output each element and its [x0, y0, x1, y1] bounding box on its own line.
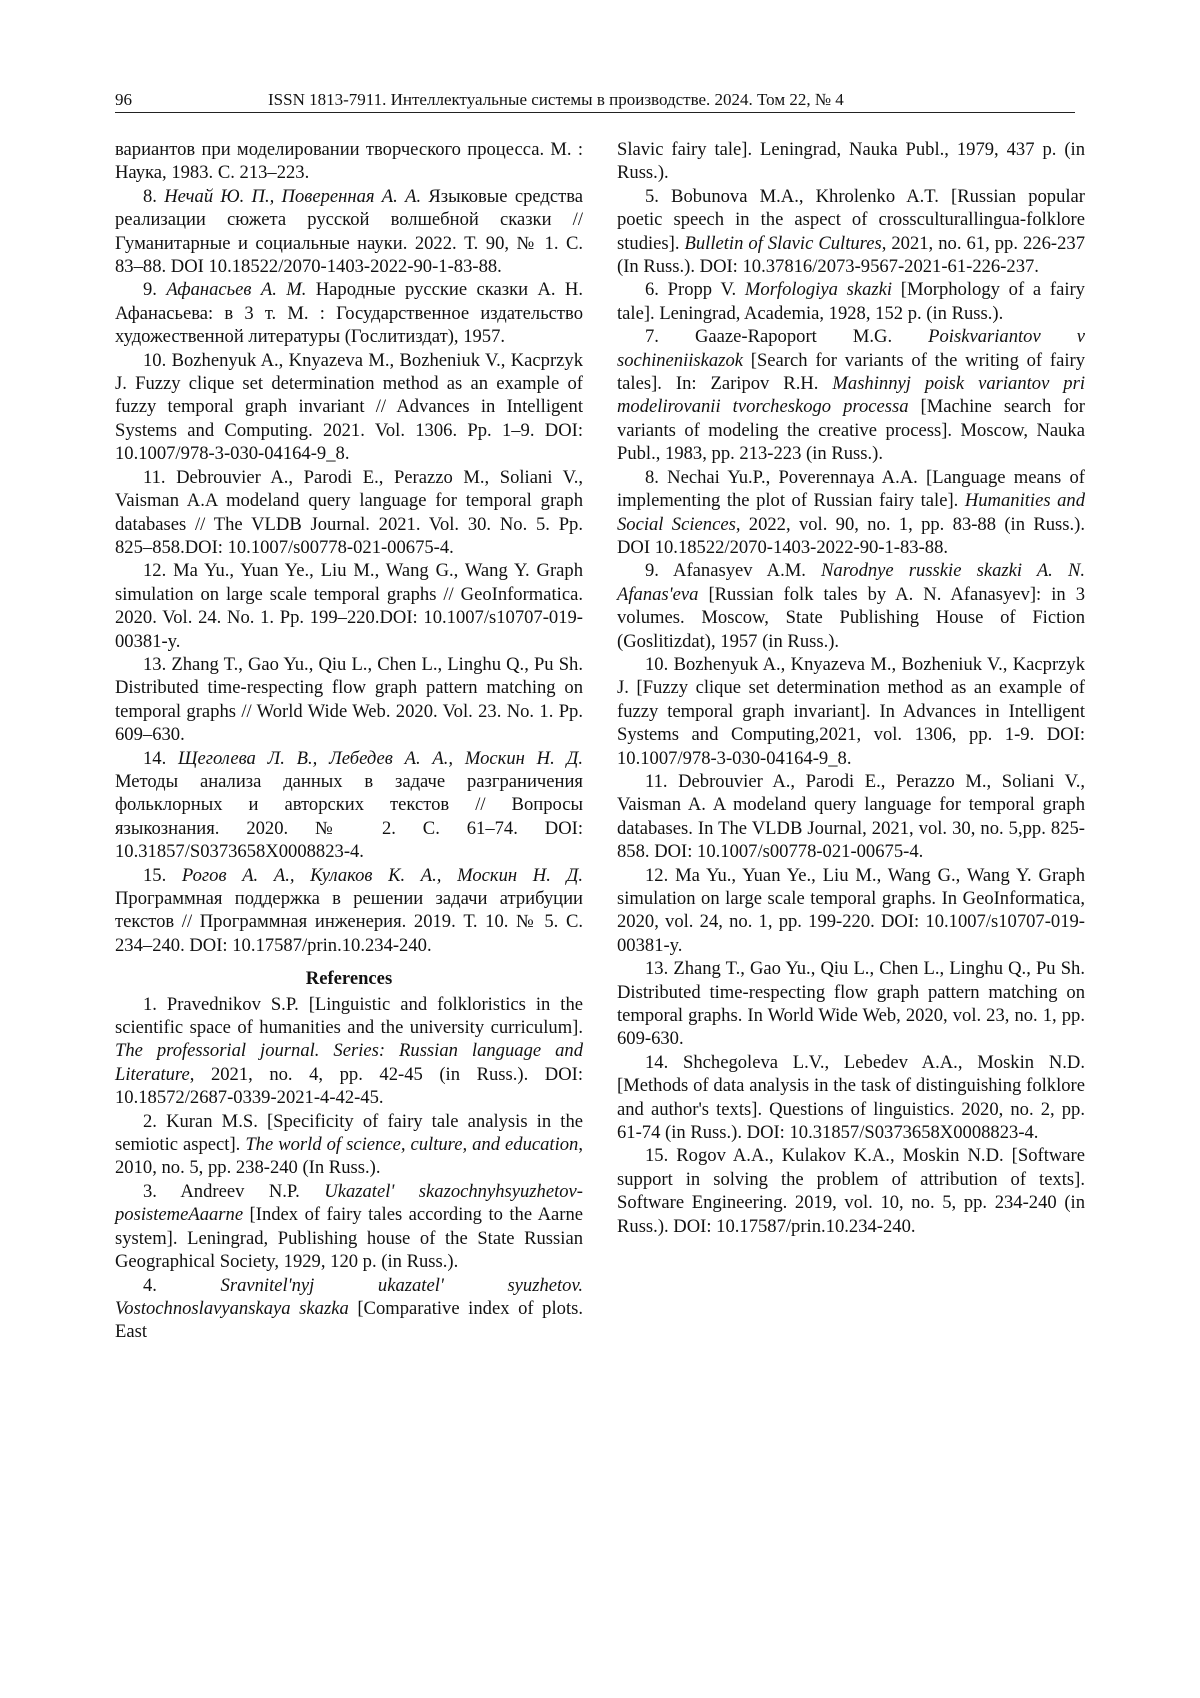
reference-source: The world of science, culture, and education: [245, 1134, 579, 1156]
reference-source: Ukazatel' skazochnyhsyuzhetov-posistemeAaarne: [115, 1180, 583, 1226]
english-reference-item: 12. Ma Yu., Yuan Ye., Liu M., Wang G., Wang Y. Graph simulation on large scale temporal graphs. In GeoInformatica, 2020, vol. 24, no. 1, pp. 199-220. DOI: 10.1007/s10707-019-00381-y.: [617, 864, 1085, 956]
reference-text: [Index of fairy tales according to the Aarne system]. Leningrad, Publishing house of the State Russian Geographical Society, 1929, 120 p. (in Russ.).: [115, 1204, 583, 1273]
reference-text: , 2022, vol. 90, no. 1, pp. 83-88 (in Russ.). DOI 10.18522/2070-1403-2022-90-1-83-88.: [617, 513, 1085, 558]
reference-text: [Search for variants of the writing of fairy tales]. In: Zaripov R.H.: [617, 349, 1085, 395]
reference-authors: Щеголева Л. В., Лебедев А. А., Москин Н. Д.: [178, 747, 584, 769]
reference-item: 10. Bozhenyuk A., Knyazeva M., Bozheniuk V., Kacprzyk J. Fuzzy clique set determination method as an example of fuzzy temporal graph invariant // Advances in Intelligent Systems and Computing. 2021. Vol. 1306. Pp. 1–9. DOI: 10.1007/978-3-030-04164-9_8.: [115, 349, 583, 465]
reference-source: Narodnye russkie skazki A. N. Afanas'eva: [617, 560, 1085, 605]
page-number: 96: [115, 90, 132, 109]
reference-number: 8.: [143, 185, 165, 207]
left-column: [115, 138, 583, 1344]
reference-item: 11. Debrouvier A., Parodi E., Perazzo M., Soliani V., Vaisman A.A modeland query language for temporal graph databases // The VLDB Journal. 2021. Vol. 30. No. 5. Pp. 825–858.DOI: 10.1007/s00778-021-00675-4.: [115, 466, 583, 558]
reference-item: 12. Ma Yu., Yuan Ye., Liu M., Wang G., Wang Y. Graph simulation on large scale temporal graphs // GeoInformatica. 2020. Vol. 24. No. 1. Pp. 199–220.DOI: 10.1007/s10707-019-00381-y.: [115, 560, 583, 652]
english-reference-item: [617, 278, 1085, 325]
reference-text: [Russian folk tales by A. N. Afanasyev]: in 3 volumes. Moscow, State Publishing House of Fiction (Goslitizdat), 1957 (in Russ.).: [617, 583, 1085, 652]
reference-text: Народные русские сказки А. Н. Афанасьева: в 3 т. М. : Государственное издательство художественной литературы (Гослитиздат), 1957.: [115, 279, 584, 348]
right-column: [617, 138, 1085, 1238]
reference-text: 7. Gaaze-Rapoport M.G.: [645, 326, 929, 348]
reference-number: 15.: [143, 864, 182, 886]
reference-text: 9. Afanasyev A.M.: [645, 560, 822, 582]
english-reference-item: 15. Rogov A.A., Kulakov K.A., Moskin N.D. [Software support in solving the problem of attribution of texts]. Software Engineering. 2019, vol. 10, no. 5, pp. 234-240 (in Russ.). DOI: 10.17587/prin.10.234-240.: [617, 1145, 1085, 1237]
english-reference-item: [617, 325, 1085, 465]
english-reference-item: 13. Zhang T., Gao Yu., Qiu L., Chen L., Linghu Q., Pu Sh. Distributed time-respecting flow graph pattern matching on temporal graphs. In World Wide Web, 2020, vol. 23, no. 1, pp. 609-630.: [617, 958, 1085, 1050]
reference-text: 6. Propp V.: [645, 279, 745, 301]
reference-number: 14.: [143, 747, 179, 769]
english-reference-item: [115, 1110, 583, 1180]
reference-authors: Рогов А. А., Кулаков К. А., Москин Н. Д.: [181, 864, 584, 886]
english-reference-item: [617, 559, 1085, 653]
reference-text: Методы анализа данных в задаче разграничения фольклорных и авторских текстов // Вопросы языкознания. 2020. № 2. С. 61–74. DOI: 10.31857/S0373658X0008823-4.: [115, 770, 583, 863]
reference-text: 2. Kuran M.S. [Specificity of fairy tale analysis in the semiotic aspect].: [115, 1110, 583, 1156]
english-reference-item: [617, 466, 1085, 560]
references-heading: References: [305, 968, 393, 990]
reference-continuation: Slavic fairy tale]. Leningrad, Nauka Publ., 1979, 437 p. (in Russ.).: [617, 139, 1085, 184]
reference-source: Bulletin of Slavic Cultures: [684, 232, 882, 254]
english-reference-item: 11. Debrouvier A., Parodi E., Perazzo M., Soliani V., Vaisman A. A modeland query language for temporal graph databases. In The VLDB Journal, 2021, vol. 30, no. 5,pp. 825-858. DOI: 10.1007/s00778-021-00675-4.: [617, 770, 1085, 863]
reference-text: , 2010, no. 5, pp. 238-240 (In Russ.).: [115, 1134, 584, 1179]
reference-number: 9.: [143, 279, 167, 301]
english-reference-item: 10. Bozhenyuk A., Knyazeva M., Bozheniuk V., Kacprzyk J. [Fuzzy clique set determination method as an example of fuzzy temporal graph invariant]. In Advances in Intelligent Systems and Computing,2021, vol. 1306, pp. 1-9. DOI: 10.1007/978-3-030-04164-9_8.: [617, 653, 1085, 769]
reference-text: , 2021, no. 4, pp. 42-45 (in Russ.). DOI: 10.18572/2687-0339-2021-4-42-45.: [115, 1063, 583, 1109]
reference-text: 8. Nechai Yu.P., Poverennaya A.A. [Language means of implementing the plot of Russian fairy tale].: [617, 466, 1085, 512]
english-reference-item: 14. Shchegoleva L.V., Lebedev A.A., Moskin N.D. [Methods of data analysis in the task of distinguishing folklore and author's texts]. Questions of linguistics. 2020, no. 2, pp. 61-74 (in Russ.). DOI: 10.31857/S0373658X0008823-4.: [617, 1051, 1085, 1144]
reference-source: Poiskvariantov v sochineniiskazok: [617, 326, 1085, 371]
reference-source: Mashinnyj poisk variantov pri modelirovanii tvorcheskogo processa: [617, 373, 1085, 418]
reference-source: The professorial journal. Series: Russian language and Literature: [115, 1040, 583, 1085]
reference-text: [Morphology of a fairy tale]. Leningrad, Academia, 1928, 152 p. (in Russ.).: [617, 279, 1085, 324]
reference-source: Humanities and Social Sciences: [617, 490, 1085, 535]
reference-item: [115, 185, 583, 279]
reference-text: 3. Andreev N.P.: [143, 1180, 325, 1202]
english-reference-item: [617, 185, 1085, 279]
reference-continuation: вариантов при моделировании творческого процесса. М. : Наука, 1983. С. 213–223.: [115, 139, 583, 184]
reference-text: 1. Pravednikov S.P. [Linguistic and folkloristics in the scientific space of humanities and the university curriculum].: [115, 993, 583, 1039]
reference-item: [115, 278, 583, 348]
reference-text: [Machine search for variants of modeling the creative process]. Moscow, Nauka Publ., 1983, pp. 213-223 (in Russ.).: [617, 396, 1085, 465]
reference-authors: Афанасьев А. М.: [166, 279, 307, 301]
reference-authors: Нечай Ю. П., Поверенная А. А.: [164, 185, 422, 207]
english-reference-item: [115, 1274, 583, 1344]
reference-item: [115, 864, 583, 958]
reference-text: 5. Bobunova M.A., Khrolenko A.T. [Russian popular poetic speech in the aspect of crossculturallingua-folklore studies].: [617, 185, 1085, 254]
reference-text: [Comparative index of plots. East: [115, 1297, 583, 1343]
reference-text: , 2021, no. 61, pp. 226-237 (In Russ.). DOI: 10.37816/2073-9567-2021-61-226-237.: [617, 232, 1085, 278]
reference-text: Программная поддержка в решении задачи атрибуции текстов // Программная инженерия. 2019. Т. 10. № 5. С. 234–240. DOI: 10.17587/prin.10.234-240.: [115, 888, 583, 956]
running-header: [115, 88, 1075, 113]
reference-text: 4.: [143, 1274, 221, 1296]
english-reference-item: [115, 1180, 583, 1274]
journal-title: ISSN 1813-7911. Интеллектуальные системы в производстве. 2024. Том 22, № 4: [268, 90, 844, 109]
reference-item: 13. Zhang T., Gao Yu., Qiu L., Chen L., Linghu Q., Pu Sh. Distributed time-respecting flow graph pattern matching on temporal graphs // World Wide Web. 2020. Vol. 23. No. 1. Pp. 609–630.: [115, 653, 583, 746]
english-reference-item: [115, 993, 583, 1110]
reference-text: Языковые средства реализации сюжета русской волшебной сказки // Гуманитарные и социальные науки. 2022. Т. 90, № 1. С. 83–88. DOI 10.18522/2070-1403-2022-90-1-83-88.: [115, 185, 584, 278]
reference-source: Sravnitel'nyj ukazatel' syuzhetov. Vostochnoslavyanskaya skazka: [115, 1274, 583, 1319]
reference-item: [115, 747, 583, 864]
reference-source: Morfologiya skazki: [744, 279, 893, 301]
